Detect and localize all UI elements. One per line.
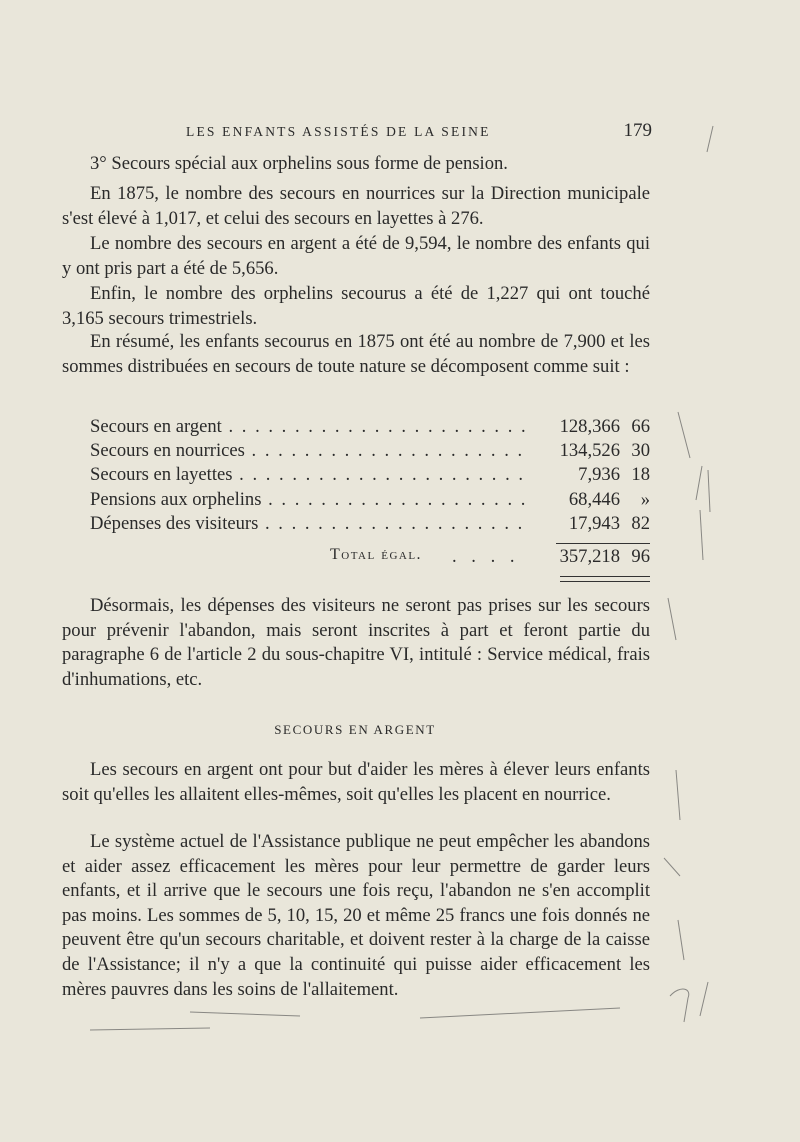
ledger-row: [90, 440, 650, 464]
paragraph-money-aid: Le nombre des secours en argent a été de 9,594, le nombre des enfants qui y ont pris part a été de 5,656.: [62, 233, 650, 279]
pencil-mark: [90, 1028, 210, 1030]
paragraph-visitors-expenses: Désormais, les dépenses des visiteurs ne seront pas prises sur les secours pour prévenir l'abandon, mais seront inscrites à part et feront partie du paragraphe 6 de l'article 2 du sous-chapitre VI, intitulé : Service médical, frais d'inhumations, etc.: [62, 595, 650, 690]
pencil-mark: [670, 989, 689, 1022]
pencil-mark: [700, 510, 703, 560]
paragraph-money-aid-purpose: Les secours en argent ont pour but d'aider les mères à élever leurs enfants soit qu'elles les allaitent elles-mêmes, soit qu'elles les placent en nourrice.: [62, 759, 650, 805]
paragraph-summary: En résumé, les enfants secourus en 1875 ont été au nombre de 7,900 et les sommes distribuées en secours de toute nature se décomposent comme suit :: [62, 331, 650, 377]
pencil-mark: [668, 598, 676, 640]
ledger-amount: 17,943: [568, 512, 620, 534]
page-header: [62, 120, 652, 144]
ledger-amount: 68,446: [568, 488, 620, 510]
pencil-mark: [678, 412, 690, 458]
pencil-mark: [696, 466, 702, 500]
running-title: LES ENFANTS ASSISTÉS DE LA SEINE: [186, 124, 491, 139]
ledger-label: Secours en argent . . .: [90, 416, 530, 438]
total-amount: 357,218: [559, 546, 620, 567]
paragraph-orphans: Enfin, le nombre des orphelins secourus a été de 1,227 qui ont touché 3,165 secours trimestriels.: [62, 283, 650, 329]
pencil-mark: [708, 470, 710, 512]
paragraph-orphan-pension: 3° Secours spécial aux orphelins sous forme de pension.: [90, 153, 508, 174]
ledger-amount: 128,366: [559, 416, 620, 437]
total-leader-dots: . . . .: [452, 546, 520, 567]
ledger-row: [90, 416, 650, 440]
ledger-label: Pensions aux orphelins . . .: [90, 489, 530, 511]
ledger-cents: »: [640, 488, 650, 510]
ledger-cents: 18: [631, 464, 650, 486]
pencil-mark: [420, 1008, 620, 1018]
total-label: Total égal.: [330, 546, 423, 563]
sum-rule: [556, 543, 650, 544]
ledger-cents: 30: [631, 440, 650, 462]
pencil-mark: [700, 982, 708, 1016]
expense-ledger: [90, 416, 650, 537]
ledger-row: [90, 464, 650, 488]
pencil-mark: [190, 1012, 300, 1016]
total-cents: 96: [631, 546, 650, 567]
paragraph-nurse-aid: En 1875, le nombre des secours en nourrices sur la Direction municipale s'est élevé à 1,017, et celui des secours en layettes à 276.: [62, 183, 650, 229]
page-number: 179: [623, 120, 652, 141]
ledger-total-row: [90, 546, 650, 572]
ledger-label: Dépenses des visiteurs . . .: [90, 513, 530, 535]
total-double-rule: [560, 576, 650, 582]
ledger-cents: 66: [631, 416, 650, 437]
section-heading: SECOURS EN ARGENT: [274, 722, 436, 737]
pencil-mark: [707, 126, 713, 152]
ledger-row: [90, 489, 650, 513]
pencil-mark: [676, 770, 680, 820]
ledger-label: Secours en layettes . . .: [90, 464, 530, 486]
ledger-amount: 7,936: [578, 464, 620, 486]
paragraph-current-system: Le système actuel de l'Assistance publique ne peut empêcher les abandons et aider assez efficacement les mères pour leur permettre de garder leurs enfants, et il arrive que le secours une fois reçu, l'abandon ne s'en accomplit pas moins. Les sommes de 5, 10, 15, 20 et même 25 francs une fois donnés ne peuvent être qu'un secours charitable, et doivent rester à la charge de la caisse de l'Assistance; il n'y a que la continuité qui puisse aider efficacement les mères pauvres dans les soins de l'allaitement.: [62, 831, 650, 1000]
ledger-row: [90, 513, 650, 537]
pencil-mark: [664, 858, 680, 876]
ledger-label: Secours en nourrices . . .: [90, 440, 530, 462]
pencil-mark: [678, 920, 684, 960]
ledger-cents: 82: [631, 512, 650, 534]
ledger-amount: 134,526: [559, 440, 620, 462]
